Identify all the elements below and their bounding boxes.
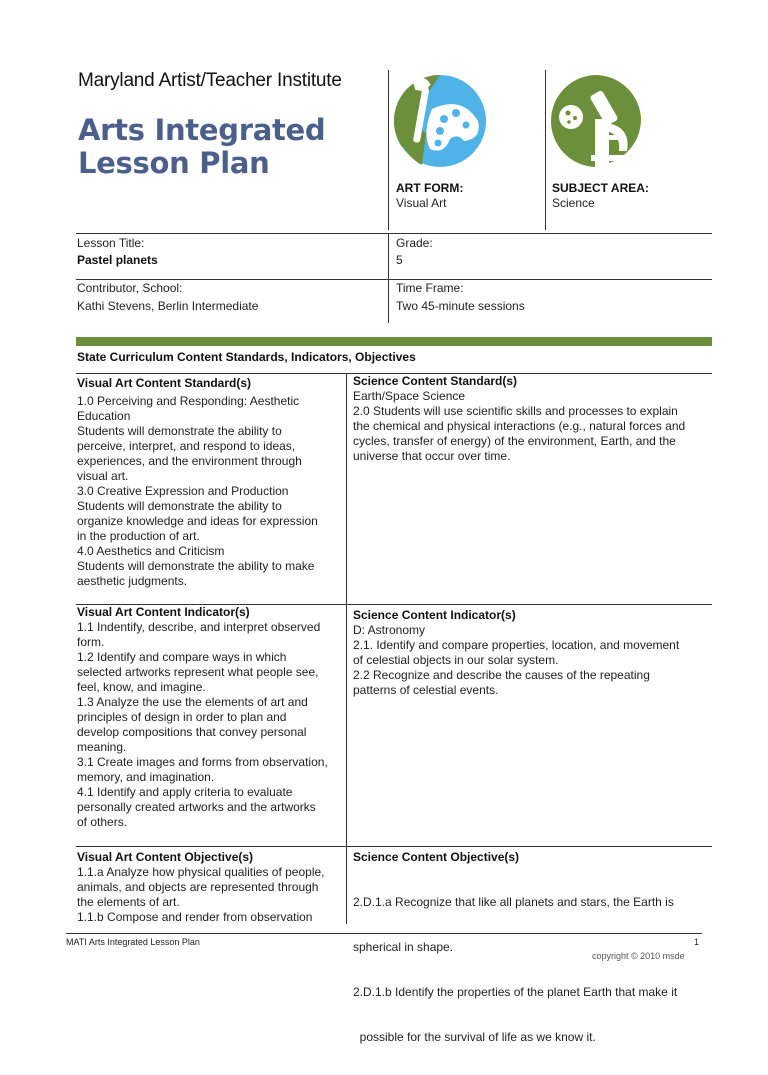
green-divider-bar — [76, 337, 712, 346]
lesson-title-value: Pastel planets — [77, 253, 158, 267]
line: universe that occur over time. — [353, 449, 511, 463]
grid-center-divider — [346, 373, 347, 924]
lesson-title-label: Lesson Title: — [77, 236, 145, 250]
line: develop compositions that convey personal — [77, 725, 307, 739]
art-indicators-heading: Visual Art Content Indicator(s) — [77, 605, 250, 619]
line: principles of design in order to plan and — [77, 710, 287, 724]
info-divider — [388, 233, 389, 323]
line: 1.0 Perceiving and Responding: Aesthetic — [77, 394, 300, 408]
line: patterns of celestial events. — [353, 683, 499, 697]
art-objectives-heading: Visual Art Content Objective(s) — [77, 850, 254, 864]
title-line-2: Lesson Plan — [78, 146, 270, 180]
art-indicators-cell — [77, 605, 343, 830]
paintbrush-palette-logo-icon — [392, 73, 488, 169]
line: 2.D.1.a Recognize that like all planets and stars, the Earth is — [353, 895, 674, 909]
copyright-notice: copyright © 2010 msde — [592, 951, 685, 961]
line: of celestial objects in our solar system. — [353, 653, 559, 667]
science-indicators-list — [353, 623, 709, 698]
science-standards-list — [353, 389, 709, 464]
line: meaning. — [77, 740, 127, 754]
line: the elements of art. — [77, 895, 180, 909]
line: 3.0 Creative Expression and Production — [77, 484, 289, 498]
line: in the production of art. — [77, 529, 200, 543]
art-objectives-list — [77, 865, 343, 925]
line: 2.2 Recognize and describe the causes of the repeating — [353, 668, 650, 682]
line: 1.1 Indentify, describe, and interpret observed — [77, 620, 321, 634]
page-title — [78, 114, 325, 180]
line: feel, know, and imagine. — [77, 680, 206, 694]
science-objectives-heading: Science Content Objective(s) — [353, 850, 520, 864]
line: Students will demonstrate the ability to — [77, 424, 282, 438]
line: perceive, interpret, and respond to ideas, — [77, 439, 296, 453]
subject-area-value: Science — [552, 196, 595, 210]
line: Education — [77, 409, 131, 423]
grade-value: 5 — [396, 253, 403, 267]
art-indicators-list — [77, 620, 343, 830]
line: 2.D.1.b Identify the properties of the planet Earth that make it — [353, 985, 678, 999]
header-divider-1 — [388, 70, 389, 230]
line: 1.2 Identify and compare ways in which — [77, 650, 287, 664]
contributor-label: Contributor, School: — [77, 281, 183, 295]
footer-rule — [66, 933, 702, 934]
grid-rule-3 — [76, 846, 712, 847]
line: 1.3 Analyze the use the elements of art and — [77, 695, 308, 709]
subject-area-label: SUBJECT AREA: — [552, 181, 649, 195]
standards-heading: State Curriculum Content Standards, Indicators, Objectives — [77, 350, 416, 364]
science-indicators-heading: Science Content Indicator(s) — [353, 608, 516, 622]
info-top-rule — [76, 233, 712, 234]
line: organize knowledge and ideas for expression — [77, 514, 318, 528]
info-mid-rule — [76, 279, 712, 280]
line: visual art. — [77, 469, 129, 483]
microscope-logo-icon — [549, 73, 645, 169]
title-line-1: Arts Integrated — [78, 113, 326, 147]
page-number: 1 — [694, 937, 700, 947]
line: animals, and objects are represented through — [77, 880, 319, 894]
art-standards-list — [77, 394, 343, 589]
art-objectives-cell — [77, 850, 343, 925]
line: personally created artworks and the artworks — [77, 800, 316, 814]
line: memory, and imagination. — [77, 770, 215, 784]
line: Students will demonstrate the ability to make — [77, 559, 315, 573]
science-objectives-cell — [353, 850, 709, 1075]
line: 3.1 Create images and forms from observation, — [77, 755, 328, 769]
line: experiences, and the environment through — [77, 454, 302, 468]
line: 1.1.b Compose and render from observation — [77, 910, 313, 924]
line: 2.1. Identify and compare properties, location, and movement — [353, 638, 680, 652]
line: possible for the survival of life as we know it. — [353, 1030, 596, 1044]
science-indicators-cell — [353, 608, 709, 698]
timeframe-label: Time Frame: — [396, 281, 464, 295]
science-standards-heading: Science Content Standard(s) — [353, 374, 518, 388]
art-standards-cell — [77, 376, 343, 589]
line: spherical in shape. — [353, 940, 454, 954]
institute-name: Maryland Artist/Teacher Institute — [78, 70, 342, 91]
science-standards-cell — [353, 374, 709, 464]
line: 1.1.a Analyze how physical qualities of people, — [77, 865, 325, 879]
art-form-label: ART FORM: — [396, 181, 464, 195]
art-form-value: Visual Art — [396, 196, 447, 210]
art-standards-heading: Visual Art Content Standard(s) — [77, 376, 252, 390]
science-objectives-list — [353, 865, 709, 1075]
footer-title: MATI Arts Integrated Lesson Plan — [66, 937, 200, 947]
grade-label: Grade: — [396, 236, 433, 250]
timeframe-value: Two 45-minute sessions — [396, 299, 525, 313]
line: aesthetic judgments. — [77, 574, 188, 588]
line: 4.1 Identify and apply criteria to evaluate — [77, 785, 293, 799]
line: of others. — [77, 815, 128, 829]
line: selected artworks represent what people see, — [77, 665, 319, 679]
line: 4.0 Aesthetics and Criticism — [77, 544, 225, 558]
line: 2.0 Students will use scientific skills and processes to explain — [353, 404, 678, 418]
line: cycles, transfer of energy) of the environment, Earth, and the — [353, 434, 676, 448]
contributor-value: Kathi Stevens, Berlin Intermediate — [77, 299, 259, 313]
line: the chemical and physical interactions (e.g., natural forces and — [353, 419, 686, 433]
line: Earth/Space Science — [353, 389, 466, 403]
line: Students will demonstrate the ability to — [77, 499, 282, 513]
line: form. — [77, 635, 105, 649]
header-divider-2 — [545, 70, 546, 230]
line: D: Astronomy — [353, 623, 426, 637]
